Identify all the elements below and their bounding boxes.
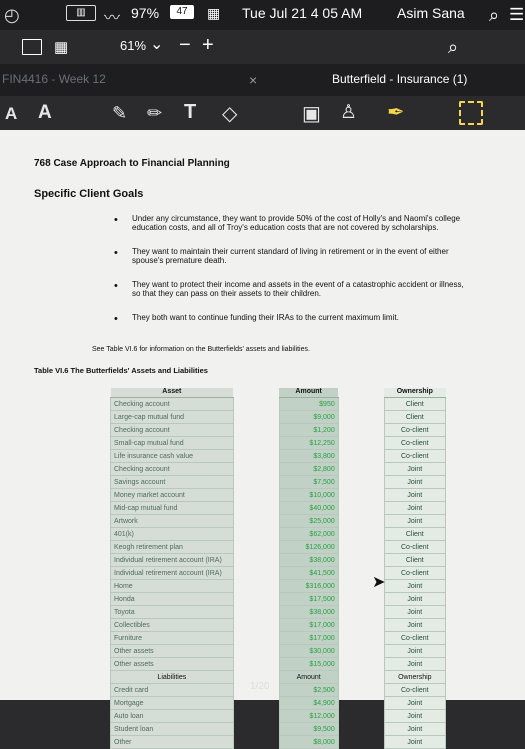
asset-row: Toyota $38,000 Joint	[111, 606, 446, 619]
asset-row: Collectibles $17,000 Joint	[111, 619, 446, 632]
zoom-chevron-icon[interactable]: ⌄	[150, 36, 164, 53]
table-reference: See Table VI.6 for information on the Butterfields' assets and liabilities.	[92, 346, 310, 353]
page-header: 768 Case Approach to Financial Planning	[34, 158, 230, 169]
zoom-out-button[interactable]: −	[179, 34, 191, 56]
text-size-small-button[interactable]: A	[5, 104, 18, 123]
document-tabs	[0, 64, 525, 96]
text-tool-button[interactable]: T	[184, 101, 197, 123]
asset-row: Home $316,000 Joint	[111, 580, 446, 593]
search-icon[interactable]: ⌕	[489, 5, 500, 25]
asset-row: Other assets $15,000 Joint	[111, 658, 446, 671]
datetime: Tue Jul 21 4 05 AM	[242, 5, 363, 21]
asset-row: Checking account $1,200 Co-client	[111, 424, 446, 437]
asset-row: Large-cap mutual fund $9,000 Client	[111, 411, 446, 424]
goal-item: • Under any circumstance, they want to provide 50% of the cost of Holly's and Naomi's college education costs, and all of Troy's education costs that are not covered by scholarships.	[114, 214, 464, 233]
liability-row: Other $8,000 Joint	[111, 736, 446, 749]
section-title: Specific Client Goals	[34, 188, 144, 200]
amount-header: Amount	[279, 388, 338, 398]
tab-butterfield[interactable]: Butterfield - Insurance (1)	[332, 72, 468, 86]
flag-icon: ▦	[207, 5, 221, 21]
liability-row: Credit card $2,500 Co-client	[111, 684, 446, 697]
asset-row: 401(k) $62,000 Client	[111, 528, 446, 541]
selection-icon[interactable]	[459, 101, 483, 125]
stamp-icon[interactable]: ♙	[340, 102, 358, 123]
document-toolbar	[0, 30, 525, 64]
asset-row: Artwork $25,000 Joint	[111, 515, 446, 528]
ownership-header: Ownership	[384, 388, 445, 398]
liabilities-header-row: Liabilities Amount Ownership	[111, 671, 446, 684]
asset-row: Other assets $30,000 Joint	[111, 645, 446, 658]
liability-row: Student loan $9,500 Joint	[111, 723, 446, 736]
battery-saver-icon: ▥	[66, 5, 96, 21]
goal-item: • They want to protect their income and assets in the event of a catastrophic accident or illness, so that they can pass on their assets to their children.	[114, 280, 464, 299]
asset-row: Mid-cap mutual fund $40,000 Joint	[111, 502, 446, 515]
goal-item: • They both want to continue funding their IRAs to the current maximum limit.	[114, 313, 464, 322]
asset-row: Furniture $17,000 Co-client	[111, 632, 446, 645]
page-number: 1/20	[250, 681, 270, 692]
asset-header: Asset	[111, 388, 234, 398]
text-size-large-button[interactable]: A	[38, 102, 52, 123]
asset-row: Checking account $2,800 Joint	[111, 463, 446, 476]
cursor-icon: ➤	[372, 574, 386, 591]
ios-status-bar	[0, 0, 525, 30]
close-tab-icon[interactable]: ×	[249, 72, 258, 88]
menu-icon[interactable]: ☰	[509, 5, 525, 24]
sidebar-icon[interactable]	[22, 39, 42, 55]
comment-icon[interactable]: ▣	[302, 103, 321, 125]
pen-icon[interactable]: ✎	[112, 103, 128, 123]
asset-row: Individual retirement account (IRA) $41,500 Co-client	[111, 567, 446, 580]
wifi-icon: 〰	[104, 10, 121, 27]
goal-item: • They want to maintain their current standard of living in retirement or in the event of either spouse's premature death.	[114, 247, 464, 266]
annotation-toolbar	[0, 96, 525, 130]
highlighter-icon[interactable]: ✏	[147, 103, 163, 123]
user-name: Asim Sana	[397, 5, 465, 21]
battery-icon: 47	[170, 5, 194, 19]
battery-percent: 97%	[131, 5, 160, 21]
history-icon[interactable]: ◴	[4, 5, 20, 25]
grid-icon[interactable]: ▦	[54, 39, 69, 56]
client-goals-list	[114, 214, 464, 336]
asset-row: Individual retirement account (IRA) $38,000 Client	[111, 554, 446, 567]
zoom-level[interactable]: 61%	[120, 38, 147, 53]
asset-row: Life insurance cash value $3,800 Co-client	[111, 450, 446, 463]
zoom-in-button[interactable]: +	[202, 34, 214, 56]
asset-row: Savings account $7,500 Joint	[111, 476, 446, 489]
asset-row: Keogh retirement plan $126,000 Co-client	[111, 541, 446, 554]
find-icon[interactable]: ⌕	[448, 37, 459, 57]
tab-fin4416[interactable]: FIN4416 - Week 12	[2, 72, 106, 86]
table-title: Table VI.6 The Butterfields' Assets and Liabilities	[34, 366, 208, 375]
liability-row: Auto loan $12,000 Joint	[111, 710, 446, 723]
liability-row: Mortgage $4,900 Joint	[111, 697, 446, 710]
asset-row: Checking account $950 Client	[111, 398, 446, 411]
asset-row: Small-cap mutual fund $12,250 Co-client	[111, 437, 446, 450]
assets-table	[110, 388, 446, 749]
color-picker-icon[interactable]: ✒	[387, 101, 405, 124]
asset-row: Honda $17,500 Joint	[111, 593, 446, 606]
asset-row: Money market account $10,000 Joint	[111, 489, 446, 502]
eraser-icon[interactable]: ◇	[222, 103, 238, 125]
pdf-page[interactable]	[0, 130, 525, 746]
